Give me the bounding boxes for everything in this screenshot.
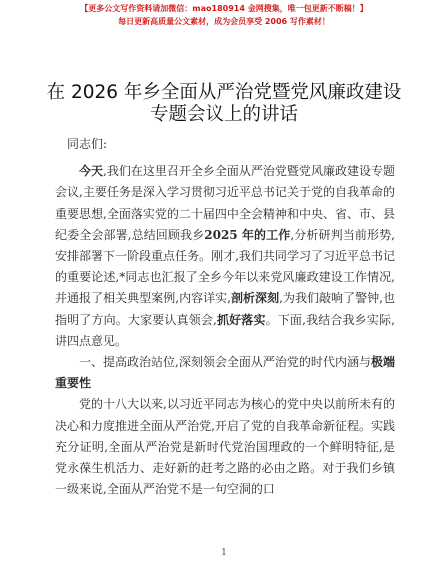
paragraph-intro <box>55 161 395 352</box>
paragraph-lead: 今天 <box>79 164 104 179</box>
salutation: 同志们: <box>67 137 108 151</box>
paragraph-bold-2: 剖析深刻 <box>230 291 280 306</box>
document-title: 在 2026 年乡全面从严治党暨党风廉政建设专题会议上的讲话 <box>46 82 402 125</box>
paragraph-text-1: ,我们在这里召开全乡全面从严治党暨党风廉政建设专题会议,主要任务是深入学习贯彻习近平总书记关于党的自我革命的重要思想,全面落实党的二十届四中全会精神和中央、省、市、县纪委全会部署,总结回顾我乡 <box>55 164 395 242</box>
paragraph-text-4: 。下面,我结合我乡实际,讲四点意见。 <box>55 312 395 348</box>
section-heading-1 <box>55 352 395 394</box>
page-number: 1 <box>221 548 227 558</box>
paragraph-bold-1: 2025 年的工作 <box>204 227 291 242</box>
paragraph-bold-3: 抓好落实 <box>216 312 266 327</box>
section-heading-text: 一、提高政治站位,深刻领会全面从严治党的时代内涵与 <box>79 355 371 370</box>
banner-line-1: 【更多公文写作资料请加微信：mao180914 金网搜集，唯一包更新不断稿！】 <box>80 4 368 13</box>
paragraph-text-3: ,为我们敲响了警钟,也指明了方向。大家要认真领会, <box>55 291 395 327</box>
section-heading-bold: 极端重要性 <box>55 355 395 391</box>
header-banner <box>0 2 448 28</box>
paragraph-2: 党的十八大以来,以习近平同志为核心的党中央以前所未有的决心和力度推进全面从严治党,开启了党的自我革命新征程。实践充分证明,全面从严治党是新时代党治国理政的一个鲜明特征,是党永葆生机活力、走好新的赶考之路的必由之路。对于我们乡镇一级来说,全面从严治党不是一句空洞的口 <box>55 397 395 497</box>
paragraph-text-2: ,分析研判当前形势,安排部署下一阶段重点任务。刚才,我们共同学习了习近平总书记的重要论述,*同志也汇报了全乡今年以来党风廉政建设工作情况,并通报了相关典型案例,内容详实, <box>55 227 395 306</box>
document-body <box>55 134 395 500</box>
banner-line-2: 每日更新高质量公文素材，成为会员享受 2006 写作素材！ <box>118 17 330 26</box>
